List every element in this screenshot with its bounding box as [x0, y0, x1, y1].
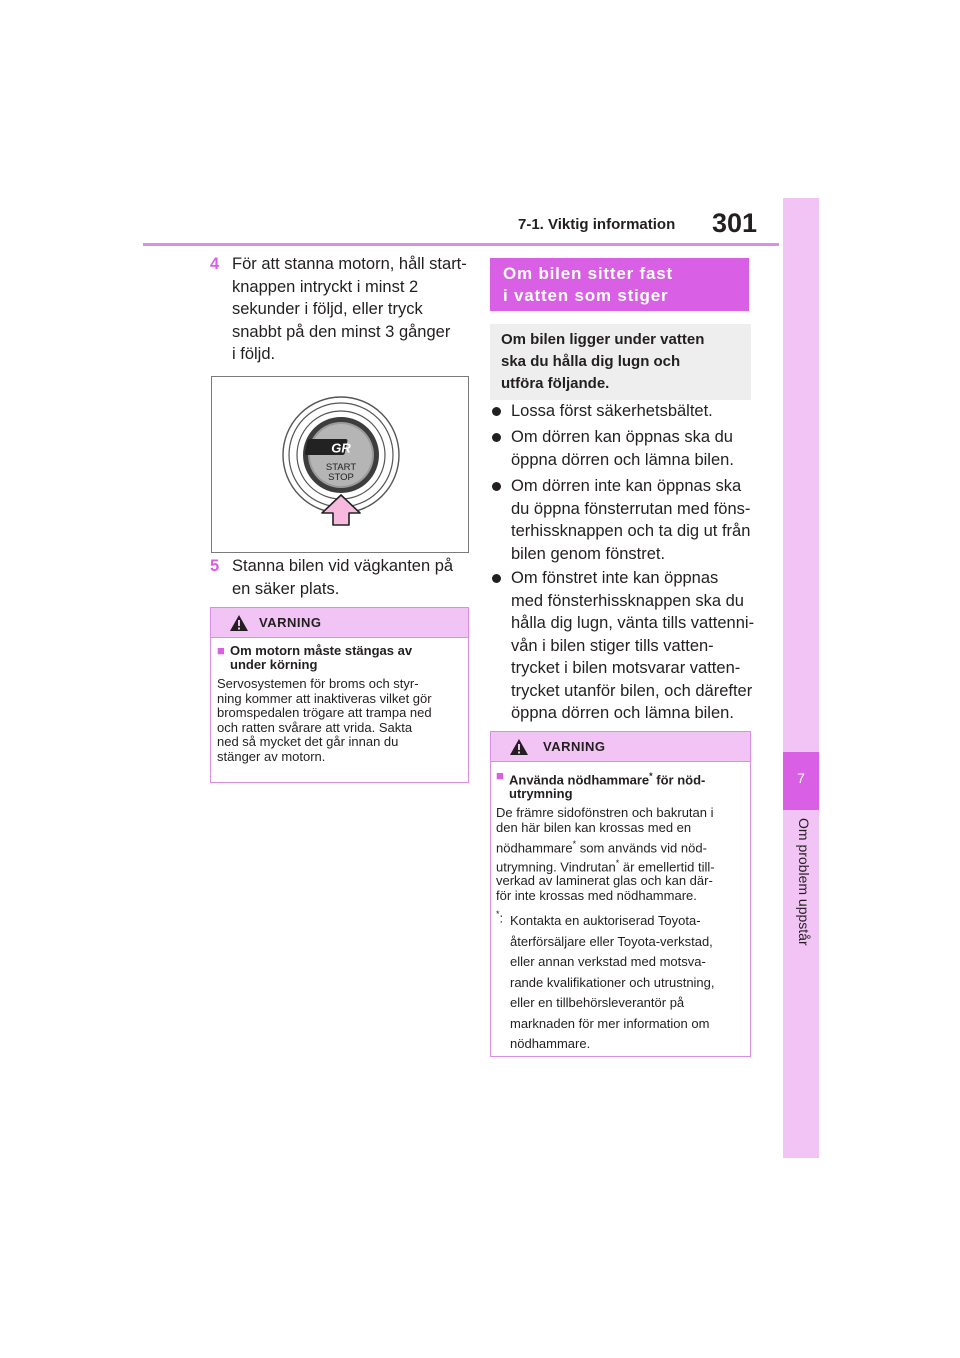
bullet-dot-icon — [492, 407, 501, 416]
square-bullet-icon: ■ — [496, 768, 504, 783]
list-item-text: Om dörren inte kan öppnas ska du öppna fönsterrutan med föns- terhissknappen och ta dig ut från bilen genom fönstret. — [511, 477, 751, 563]
footnote-text: Kontakta en auktoriserad Toyota- återförsäljare eller Toyota-verkstad, eller annan verkstad med motsva- rande kvalifikationer och utrustning, eller en tillbehörsleverantör på marknaden för mer information om nödhammare. — [510, 913, 715, 1051]
warning-title: VARNING — [259, 615, 322, 630]
chapter-side-tab — [783, 198, 819, 1158]
section-title: 7-1. Viktig information — [518, 216, 676, 233]
button-stop-label: STOP — [328, 472, 354, 483]
step-5 — [210, 555, 470, 601]
section-heading: Om bilen sitter fast i vatten som stiger — [503, 264, 673, 305]
section-heading-box — [490, 258, 749, 311]
warning-triangle-icon — [509, 738, 529, 756]
warning-header — [211, 608, 468, 638]
bullet-dot-icon — [492, 574, 501, 583]
chapter-number: 7 — [797, 770, 805, 786]
list-item — [492, 426, 756, 472]
page-number: 301 — [712, 208, 758, 238]
warning-box-emergency-hammer — [490, 731, 751, 1057]
gr-logo — [304, 439, 351, 456]
bullet-dot-icon — [492, 433, 501, 442]
start-stop-illustration — [211, 376, 469, 553]
button-logo: GR — [331, 440, 351, 456]
step-text: Stanna bilen vid vägkanten på en säker plats. — [232, 557, 454, 598]
list-item-text: Om fönstret inte kan öppnas med fönsterhissknappen ska du hålla dig lugn, vänta tills vattenni- vån i bilen stiger tills vatten- trycket i bilen motsvarar vatten- trycket utanför bilen, och därefter öppna dörren och lämna bilen. — [511, 569, 755, 722]
step-text: För att stanna motorn, håll start- knappen intryckt i minst 2 sekunder i följd, eller tryck snabbt på den minst 3 gånger i följd. — [232, 255, 467, 363]
warning-title: VARNING — [543, 739, 606, 754]
warning-body-line: verkad av laminerat glas och kan där- för inte krossas med nödhammare. — [496, 873, 713, 903]
warning-box-engine-stop — [210, 607, 469, 783]
warning-body-line: nödhammare* som används vid nöd- — [496, 839, 707, 856]
list-item-text: Lossa först säkerhetsbältet. — [511, 402, 713, 420]
square-bullet-icon: ■ — [217, 643, 225, 658]
list-item-text: Om dörren kan öppnas ska du öppna dörren och lämna bilen. — [511, 428, 734, 469]
warning-body: Servosystemen för broms och styr- ning kommer att inaktiveras vilket gör bromspedalen trögare att trampa ned och ratten svårare att vrida. Sakta ned så mycket det går innan du stänger av motorn. — [217, 676, 432, 764]
intro-box — [490, 324, 751, 400]
list-item — [492, 567, 756, 727]
step-number: 5 — [210, 557, 220, 575]
list-item — [492, 400, 756, 424]
chapter-title: Om problem uppstår — [796, 818, 812, 946]
bullet-dot-icon — [492, 482, 501, 491]
step-number: 4 — [210, 255, 220, 273]
start-stop-button-icon — [212, 377, 468, 552]
footnote — [496, 907, 746, 1051]
warning-subheading-text: Om motorn måste stängas av under körning — [230, 643, 413, 672]
header-rule — [143, 243, 779, 246]
footnote-marker: *: — [496, 909, 504, 926]
press-arrow-icon — [322, 495, 360, 525]
warning-body: De främre sidofönstren och bakrutan i den här bilen kan krossas med en — [496, 805, 714, 835]
warning-triangle-icon — [229, 614, 249, 632]
warning-header — [491, 732, 750, 762]
button-start-label: START — [325, 462, 357, 473]
warning-subheading-text: Använda nödhammare* för nöd- utrymning — [509, 771, 706, 802]
step-4 — [210, 253, 470, 373]
list-item — [492, 475, 756, 567]
warning-body-line: utrymning. Vindrutan* är emellertid till- — [496, 858, 715, 875]
intro-text: Om bilen ligger under vatten ska du hålla dig lugn och utföra följande. — [501, 331, 705, 392]
